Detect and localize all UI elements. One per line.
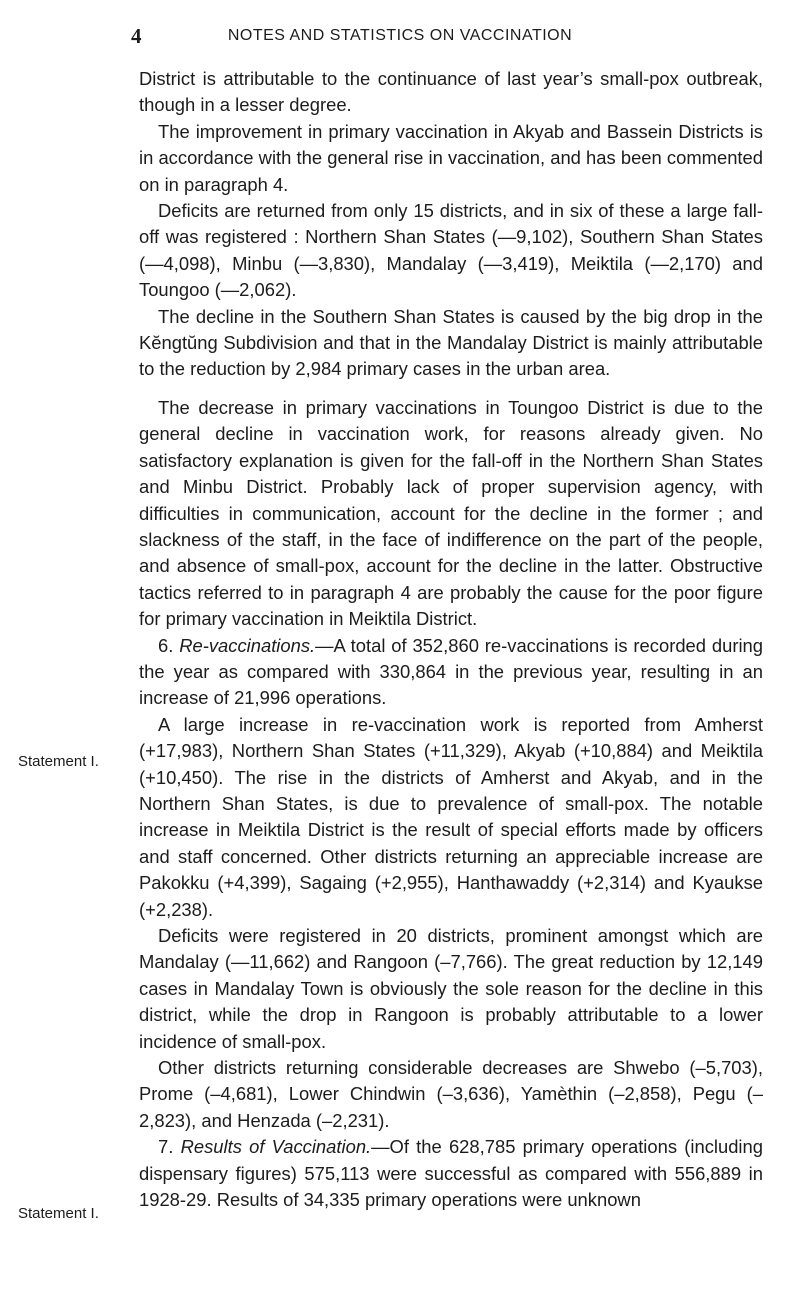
page-number: 4 bbox=[131, 24, 142, 48]
paragraph-toungoo-decrease: The decrease in primary vaccinations in Toungoo District is due to the general decline in vaccination work, for reasons already given. No satisfactory explanation is given for the fall-off in the Northern Shan States and Minbu District. Probably lack of proper supervision agency, with difficulties in communication, account for the decline in the former ; and slackness of the staff, in the face of indifference on the part of the people, and absence of small-pox, account for the decline in the latter. Obstructive tactics referred to in paragraph 4 are probably the cause for the poor figure for primary vaccination in Meiktila District. bbox=[139, 396, 763, 630]
margin-note-statement-2: Statement I. bbox=[18, 1205, 99, 1222]
paragraph-revaccination-deficits: Deficits were registered in 20 districts, prominent amongst which are Mandalay (—11,662) and Rangoon (–7,766). The great reduction by 12,149 cases in Mandalay Town is obviously the sole reason for the decline in this district, while the drop in Rangoon is probably attributable to a lower incidence of small-pox. bbox=[139, 925, 763, 1052]
body-text bbox=[139, 66, 763, 1213]
section-6-heading: Re-vaccinations.— bbox=[179, 634, 334, 656]
paragraph-deficits-primary: Deficits are returned from only 15 districts, and in six of these a large fall-off was registered : Northern Shan States (—9,102), Southern Shan States (—4,098), Minbu (—3,830), Mandalay (—3,419), Meiktila (—2,170) and Toungoo (—2,062). bbox=[139, 200, 763, 301]
section-7-number: 7. bbox=[158, 1136, 174, 1158]
section-7-text: Of the 628,785 primary operations (including dispensary figures) 575,113 were successful as compared with 556,889 in 1928-29. Results of 34,335 primary operations were unknown bbox=[139, 1136, 763, 1211]
paragraph-other-decreases: Other districts returning considerable decreases are Shwebo (–5,703), Prome (–4,681), Lower Chindwin (–3,636), Yamèthin (–2,858), Pegu (–2,823), and Henzada (–2,231). bbox=[139, 1057, 763, 1131]
paragraph-section-6 bbox=[139, 633, 763, 712]
paragraph-southern-shan-decline: The decline in the Southern Shan States is caused by the big drop in the Kĕngtŭng Subdivision and that in the Mandalay District is mainly attributable to the reduction by 2,984 primary cases in the urban area. bbox=[139, 305, 763, 380]
paragraph-section-7 bbox=[139, 1134, 763, 1213]
section-7-heading: Results of Vaccination.— bbox=[180, 1136, 390, 1158]
margin-note-statement-1: Statement I. bbox=[18, 753, 99, 770]
paragraph-akyab-bassein: The improvement in primary vaccination in Akyab and Bassein Districts is in accordance with the general rise in vaccination, and has been commented on in paragraph 4. bbox=[139, 120, 763, 195]
section-6-text: A total of 352,860 re-vaccinations is recorded during the year as compared with 330,864 in the previous year, resulting in an increase of 21,996 operations. bbox=[139, 634, 763, 709]
running-head: NOTES AND STATISTICS ON VACCINATION bbox=[227, 27, 573, 44]
section-6-number: 6. bbox=[158, 634, 174, 656]
paragraph-continuation: District is attributable to the continuance of last year’s small-pox outbreak, though in a lesser degree. bbox=[139, 68, 763, 116]
paragraph-revaccination-increase: A large increase in re-vaccination work is reported from Amherst (+17,983), Northern Shan States (+11,329), Akyab (+10,884) and Meiktila (+10,450). The rise in the districts of Amherst and Akyab, and in the Northern Shan States, is due to prevalence of small-pox. The notable increase in Meiktila District is the result of special efforts made by officers and staff concerned. Other districts returning an appreciable increase are Pakokku (+4,399), Sagaing (+2,955), Hanthawaddy (+2,314) and Kyaukse (+2,238). bbox=[139, 713, 763, 920]
